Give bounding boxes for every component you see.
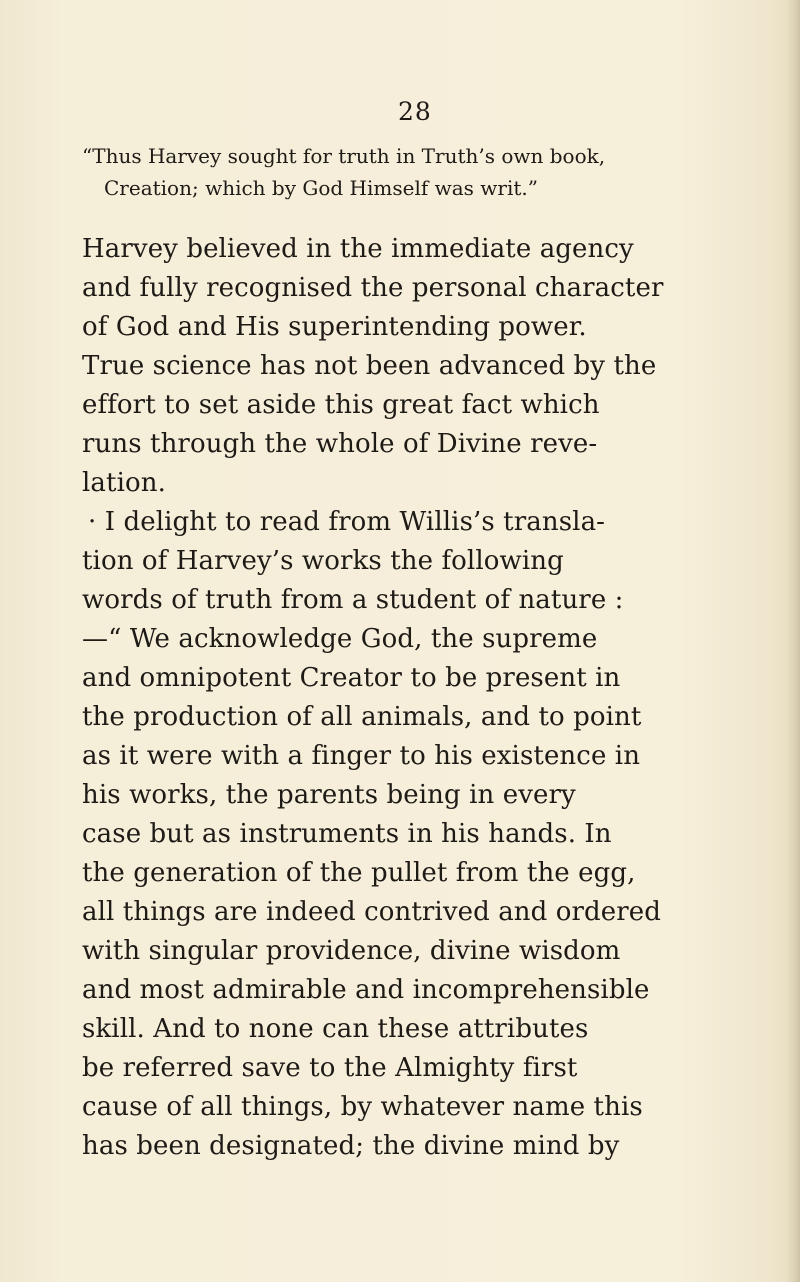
text-line: True science has not been advanced by the [82, 351, 657, 381]
text-line: and omnipotent Creator to be present in [82, 663, 621, 693]
text-line: effort to set aside this great fact which [82, 390, 600, 420]
text-line: with singular providence, divine wisdom [82, 936, 621, 966]
text-line: be referred save to the Almighty first [82, 1053, 578, 1083]
text-line: —“ We acknowledge God, the supreme [82, 624, 598, 654]
epigraph-quote [82, 140, 752, 204]
text-line: the generation of the pullet from the egg, [82, 858, 636, 888]
text-line: and fully recognised the personal character [82, 273, 664, 303]
text-line: has been designated; the divine mind by [82, 1131, 620, 1161]
text-line: · I delight to read from Willis’s transla- [88, 507, 606, 537]
text-line: runs through the whole of Divine reve- [82, 429, 598, 459]
page-number: 28 [398, 97, 432, 126]
text-line: his works, the parents being in every [82, 780, 576, 810]
quote-line: “Thus Harvey sought for truth in Truth’s own book, [82, 144, 606, 168]
text-line: skill. And to none can these attributes [82, 1014, 589, 1044]
text-line: the production of all animals, and to point [82, 702, 642, 732]
body-text [82, 230, 762, 1166]
quote-line: Creation; which by God Himself was writ.” [104, 176, 538, 200]
text-line: and most admirable and incomprehensible [82, 975, 650, 1005]
text-line: all things are indeed contrived and ordered [82, 897, 662, 927]
text-line: tion of Harvey’s works the following [82, 546, 564, 576]
text-line: lation. [82, 468, 166, 498]
page-edge-shadow [786, 0, 800, 1282]
text-line: as it were with a finger to his existence in [82, 741, 641, 771]
text-line: words of truth from a student of nature : [82, 585, 624, 615]
text-line: cause of all things, by whatever name this [82, 1092, 643, 1122]
text-line: of God and His superintending power. [82, 312, 587, 342]
text-line: Harvey believed in the immediate agency [82, 234, 634, 264]
text-line: case but as instruments in his hands. In [82, 819, 612, 849]
